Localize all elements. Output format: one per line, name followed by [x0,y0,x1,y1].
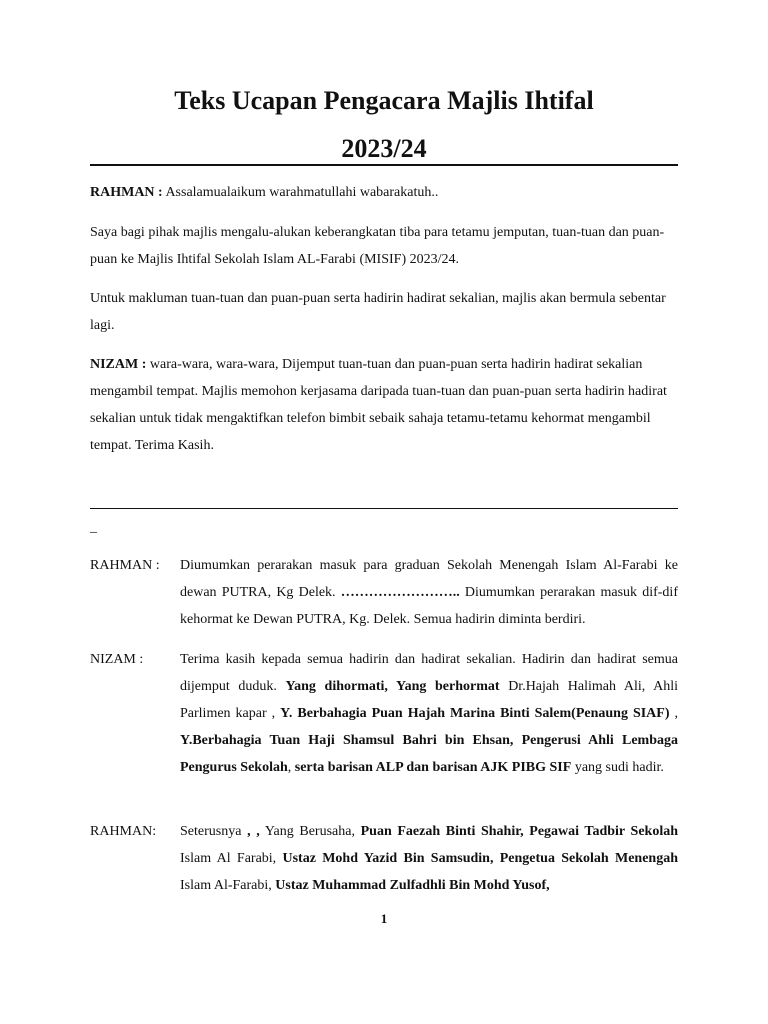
title-rule [90,164,678,166]
script-text: Diumumkan perarakan masuk para graduan Sekolah Menengah Islam Al-Farabi ke dewan PUTRA, Kg Delek. …………………….. Diumumkan perarakan masuk dif-dif kehormat ke Dewan PUTRA, Kg. Delek. Semua hadirin diminta berdiri. [180,558,678,627]
paragraph-text: wara-wara, wara-wara, Dijemput tuan-tuan dan puan-puan serta hadirin hadirat sekalian mengambil tempat. Majlis memohon kerjasama daripada tuan-tuan dan puan-puan serta hadirin hadirat sekalian untuk tidak mengaktifkan telefon bimbit sebaik sahaja tetamu-tetamu kehormat mengambil tempat. Terima Kasih. [90,357,667,453]
page-number: 1 [380,911,388,926]
script-row-3 [90,818,678,899]
document-title: Teks Ucapan Pengacara Majlis Ihtifal [174,86,594,115]
section-divider [90,508,678,509]
document-year: 2023/24 [341,134,427,163]
speaker-label: NIZAM : [90,357,147,372]
divider-dash: _ [90,520,97,535]
intro-paragraph-1 [90,179,678,206]
script-text: Terima kasih kepada semua hadirin dan hadirat sekalian. Hadirin dan hadirat semua dijemput duduk. Yang dihormati, Yang berhormat Dr.Hajah Halimah Ali, Ahli Parlimen kapar , Y. Berbahagia Puan Hajah Marina Binti Salem(Penaung SIAF) , Y.Berbahagia Tuan Haji Shamsul Bahri bin Ehsan, Pengerusi Ahli Lembaga Pengurus Sekolah, serta barisan ALP dan barisan AJK PIBG SIF yang sudi hadir. [180,652,678,775]
intro-paragraph-4 [90,351,678,459]
speaker-label: RAHMAN : [90,185,163,200]
intro-paragraph-2: Saya bagi pihak majlis mengalu-alukan keberangkatan tiba para tetamu jemputan, tuan-tuan dan puan-puan ke Majlis Ihtifal Sekolah Islam AL-Farabi (MISIF) 2023/24. [90,225,665,267]
speaker-label: RAHMAN : [90,558,160,573]
script-text: Seterusnya , , Yang Berusaha, Puan Faezah Binti Shahir, Pegawai Tadbir Sekolah Islam Al Farabi, Ustaz Mohd Yazid Bin Samsudin, Pengetua Sekolah Menengah Islam Al-Farabi, Ustaz Muhammad Zulfadhli Bin Mohd Yusof, [180,824,678,893]
speaker-label: RAHMAN: [90,824,157,839]
script-row-2 [90,646,678,781]
paragraph-text: Assalamualaikum warahmatullahi wabarakatuh.. [162,185,439,200]
script-row-1 [90,552,678,633]
intro-paragraph-3: Untuk makluman tuan-tuan dan puan-puan serta hadirin hadirat sekalian, majlis akan bermula sebentar lagi. [90,291,666,333]
speaker-label: NIZAM : [90,652,144,667]
